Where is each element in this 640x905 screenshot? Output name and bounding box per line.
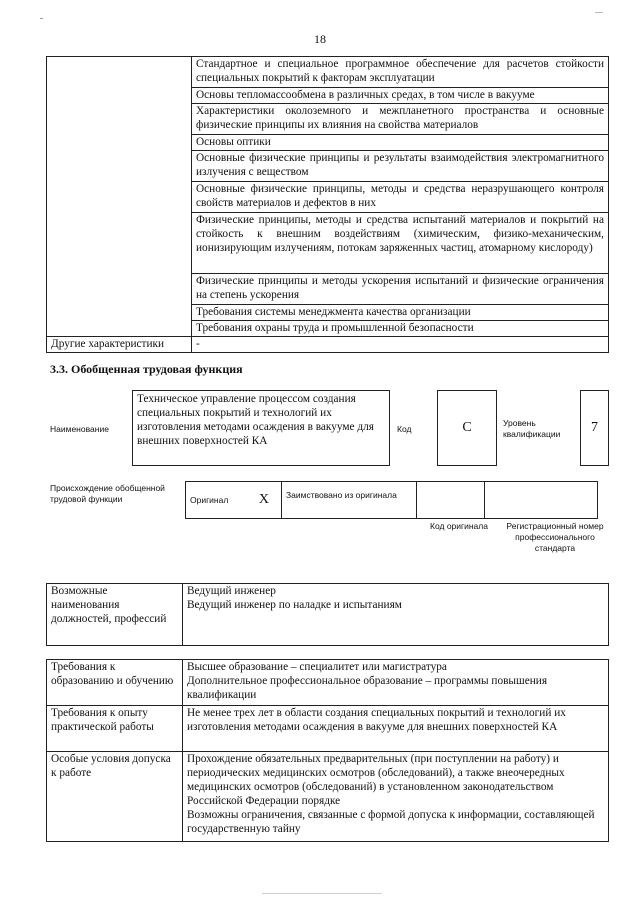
knowledge-item: Основы оптики [192, 135, 609, 151]
positions-label: Возможные наименования должностей, профессий [47, 584, 183, 646]
knowledge-table [46, 56, 609, 353]
borrowed-cell [282, 482, 417, 519]
other-characteristics-label: Другие характеристики [47, 337, 192, 353]
knowledge-item: Основы тепломассообмена в различных средах, в том числе в вакууме [192, 88, 609, 104]
requirement-values [183, 660, 609, 706]
scan-mark [262, 893, 382, 894]
requirements-table [46, 659, 609, 842]
name-value-box [132, 390, 390, 466]
registration-number-caption: Регистрационный номер профессионального стандарта [506, 521, 604, 553]
borrowed-label: Заимствовано из оригинала [286, 490, 397, 500]
requirement-row [47, 706, 609, 752]
requirement-row [47, 660, 609, 706]
requirement-values [183, 706, 609, 752]
code-label: Код [397, 424, 412, 434]
requirement-line: Дополнительное профессиональное образование – программы повышения квалификации [187, 675, 548, 701]
level-label: Уровень квалификации [503, 418, 561, 439]
positions-row [47, 584, 609, 646]
positions-values [183, 584, 609, 646]
origin-table [185, 481, 598, 519]
other-characteristics-value: - [192, 337, 609, 353]
knowledge-row [47, 57, 609, 88]
position-item: Ведущий инженер [187, 585, 276, 597]
requirement-values [183, 752, 609, 842]
origin-label: Происхождение обобщенной трудовой функции [50, 483, 165, 504]
requirement-label: Требования к опыту практической работы [47, 706, 183, 752]
knowledge-item: Физические принципы, методы и средства испытаний материалов и покрытий на стойкость к внешним воздействиям (химическим, физико-механическим, ионизирующим излучениям, потокам заряженных частиц, атомарному кислороду) [192, 213, 609, 274]
level-value: 7 [591, 420, 598, 435]
requirement-label: Особые условия допуска к работе [47, 752, 183, 842]
original-label: Оригинал [190, 494, 229, 505]
knowledge-item: Основные физические принципы и результаты взаимодействия электромагнитного излучения с веществом [192, 151, 609, 182]
knowledge-item: Требования охраны труда и промышленной безопасности [192, 321, 609, 337]
original-code-caption: Код оригинала [430, 521, 488, 531]
requirement-row [47, 752, 609, 842]
name-label: Наименование [50, 424, 109, 434]
registration-number-cell [485, 482, 598, 519]
original-mark: X [258, 492, 269, 507]
requirement-label: Требования к образованию и обучению [47, 660, 183, 706]
origin-row [186, 482, 598, 519]
code-value: C [462, 420, 472, 435]
requirement-line: Высшее образование – специалитет или магистратура [187, 661, 447, 673]
requirement-line: Не менее трех лет в области создания специальных покрытий и технологий их изготовления методами осаждения в вакууме для внешних поверхностей КА [187, 707, 566, 733]
requirement-line: Возможны ограничения, связанные с формой допуска к информации, составляющей государственную тайну [187, 809, 595, 835]
page-number: 18 [314, 32, 326, 46]
code-value-box [437, 390, 497, 466]
requirement-line: Прохождение обязательных предварительных (при поступлении на работу) и периодических медицинских осмотров (обследований), а также внеочередных медицинских осмотров (обследований) в установленном законодательством Российской Федерации порядке [187, 753, 565, 807]
other-characteristics-row [47, 337, 609, 353]
scan-mark [595, 12, 603, 13]
positions-table [46, 583, 609, 646]
knowledge-item: Физические принципы и методы ускорения испытаний и физические ограничения на степень ускорения [192, 274, 609, 305]
position-item: Ведущий инженер по наладке и испытаниям [187, 599, 402, 611]
original-cell [186, 482, 282, 519]
knowledge-item: Основные физические принципы, методы и средства неразрушающего контроля свойств материалов и дефектов в них [192, 182, 609, 213]
section-title: 3.3. Обобщенная трудовая функция [50, 362, 243, 376]
name-value: Техническое управление процессом создания специальных покрытий и технологий их изготовления методами осаждения в вакууме для внешних поверхностей КА [137, 393, 374, 447]
level-value-box [580, 390, 609, 466]
knowledge-label-cell [47, 57, 192, 337]
knowledge-item: Стандартное и специальное программное обеспечение для расчетов стойкости специальных покрытий к факторам эксплуатации [192, 57, 609, 88]
original-code-cell [417, 482, 485, 519]
knowledge-item: Требования системы менеджмента качества организации [192, 305, 609, 321]
scan-mark [40, 18, 43, 19]
knowledge-item: Характеристики околоземного и межпланетного пространства и основные физические принципы их влияния на свойства материалов [192, 104, 609, 135]
